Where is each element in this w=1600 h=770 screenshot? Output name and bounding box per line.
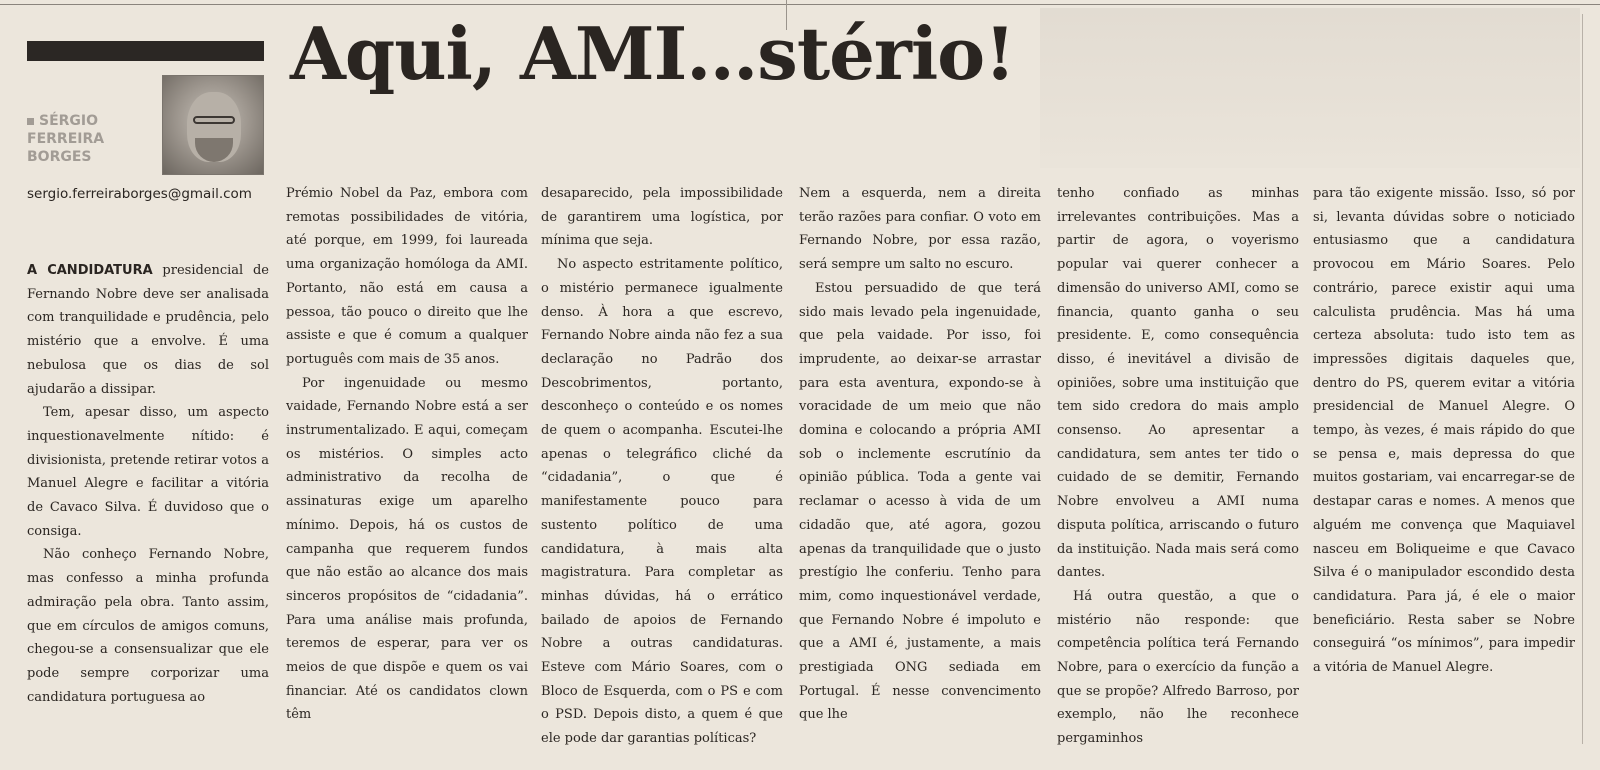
article-column-5 — [1057, 182, 1299, 751]
paragraph: No aspecto estritamente político, o mistério permanece igualmente denso. À hora a que escrevo, Fernando Nobre ainda não fez a sua declaração no Padrão dos Descobrimentos, portanto, desconheço o conteúdo e os nomes de quem o acompanha. Escutei-lhe apenas o telegráfico cliché da “cidadania”, o que é manifestamente pouco para sustento político de uma candidatura, à mais alta magistratura. Para completar as minhas dúvidas, há o errático bailado de apoios de Fernando Nobre a outras candidaturas. Esteve com Mário Soares, com o Bloco de Esquerda, com o PS e com o PSD. Depois disto, a quem é que ele pode dar garantias políticas? — [541, 257, 783, 747]
page-edge-rule — [1582, 14, 1583, 744]
lead-caps: A CANDIDATURA — [27, 263, 153, 278]
paragraph: Estou persuadido de que terá sido mais levado pela ingenuidade, que pela vaidade. Por isso, foi imprudente, ao deixar-se arrastar para esta aventura, expondo-se à voracidade de um meio que não domina e colocando a própria AMI sob o inclemente escrutínio da opinião pública. Toda a gente vai reclamar o acesso à vida de um cidadão que, até agora, gozou apenas da tranquilidade que o justo prestígio lhe conferiu. Tenho para mim, como inquestionável verdade, que Fernando Nobre é impoluto e que a AMI é, justamente, a mais prestigiada ONG sediada em Portugal. É nesse convencimento que lhe — [799, 280, 1041, 723]
paragraph: para tão exigente missão. Isso, só por si, levanta dúvidas sobre o noticiado entusiasmo que a candidatura provocou em Mário Soares. Pelo contrário, parece existir aqui uma calculista prudência. Mas há uma certeza absoluta: tudo isto tem as impressões digitais daqueles que, dentro do PS, querem evitar a vitória presidencial de Manuel Alegre. O tempo, às vezes, é mais rápido do que se pensa e, mais depressa do que muitos gostariam, vai encarregar-se de destapar caras e nomes. A menos que alguém me convença que Maquiavel nasceu em Boliqueime e que Cavaco Silva é o manipulador escondido desta candidatura. Para já, é ele o maior beneficiário. Resta saber se Nobre conseguirá “os mínimos”, para impedir a vitória de Manuel Alegre. — [1313, 186, 1575, 676]
paragraph: Não conheço Fernando Nobre, mas confesso a minha profunda admiração pela obra. Tanto assim, que em círculos de amigos comuns, chegou-se a consensualizar que ele pode sempre corporizar uma candidatura portuguesa ao — [27, 547, 269, 705]
bullet-square-icon — [27, 118, 34, 125]
author-byline — [27, 112, 147, 166]
author-line-2: FERREIRA — [27, 131, 105, 147]
paragraph: tenho confiado as minhas irrelevantes contribuições. Mas a partir de agora, o voyerismo popular vai querer conhecer a dimensão do universo AMI, como se financia, quanto ganha o seu presidente. E, como consequência disso, é inevitável a divisão de opiniões, sobre uma instituição que tem sido credora do mais amplo consenso. Ao apresentar a candidatura, sem antes ter tido o cuidado de se demitir, Fernando Nobre envolveu a AMI numa disputa política, arriscando o futuro da instituição. Nada mais será como dantes. — [1057, 186, 1299, 581]
top-rule — [0, 4, 1600, 5]
author-photo — [162, 75, 264, 175]
author-email[interactable]: sergio.ferreiraborges@gmail.com — [27, 186, 252, 202]
paragraph: Por ingenuidade ou mesmo vaidade, Fernando Nobre está a ser instrumentalizado. E aqui, começam os mistérios. O simples acto administrativo da recolha de assinaturas exige um aparelho mínimo. Depois, há os custos de campanha que requerem fundos que não estão ao alcance dos mais sinceros propósitos de “cidadania”. Para uma análise mais profunda, teremos de esperar, para ver os meios de que dispõe e quem os vai financiar. Até os candidatos clown têm — [286, 375, 528, 723]
section-bar — [27, 41, 264, 61]
author-line-3: BORGES — [27, 149, 92, 165]
paragraph: desaparecido, pela impossibilidade de garantirem uma logística, por mínima que seja. — [541, 186, 783, 249]
headline: Aqui, AMI…stério! — [290, 11, 1015, 96]
paragraph — [27, 259, 269, 401]
article-column-4 — [799, 182, 1041, 727]
article-column-6 — [1313, 182, 1575, 680]
paragraph: Há outra questão, a que o mistério não responde: que competência política terá Fernando Nobre, para o exercício da função a que se propõe? Alfredo Barroso, por exemplo, não lhe reconhece pergaminhos — [1057, 588, 1299, 747]
author-photo-glasses — [193, 116, 235, 124]
article-column-1 — [27, 259, 269, 709]
paragraph: Nem a esquerda, nem a direita terão razões para confiar. O voto em Fernando Nobre, por essa razão, será sempre um salto no escuro. — [799, 186, 1041, 273]
paragraph-text: presidencial de Fernando Nobre deve ser analisada com tranquilidade e prudência, pelo mistério que a envolve. É uma nebulosa que os dias de sol ajudarão a dissipar. — [27, 263, 269, 397]
article-column-3 — [541, 182, 783, 751]
author-line-1: SÉRGIO — [27, 112, 147, 130]
paragraph: Tem, apesar disso, um aspecto inquestionavelmente nítido: é divisionista, pretende retirar votos a Manuel Alegre e facilitar a vitória de Cavaco Silva. É duvidoso que o consiga. — [27, 405, 269, 539]
paragraph: Prémio Nobel da Paz, embora com remotas possibilidades de vitória, até porque, em 1999, foi laureada uma organização homóloga da AMI. Portanto, não está em causa a pessoa, tão pouco o direito que lhe assiste e que é comum a qualquer português com mais de 35 anos. — [286, 186, 528, 367]
article-column-2 — [286, 182, 528, 727]
adjacent-page-bleed — [1040, 8, 1580, 168]
